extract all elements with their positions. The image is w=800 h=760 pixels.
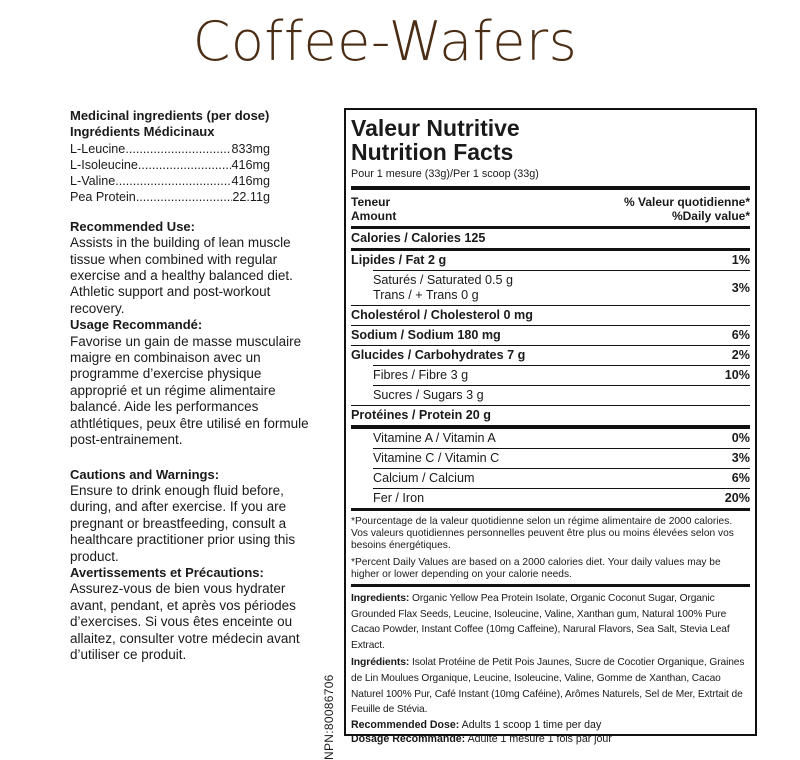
- protein-row: Protéines / Protein 20 g: [351, 408, 491, 422]
- medicinal-list: [70, 141, 270, 205]
- medicinal-item: L-Leucine ..... 833mg: [70, 141, 270, 157]
- ingredients-fr: Ingrédients: Isolat Protéine de Petit Pois Jaunes, Sucre de Cocotier Organique, Graines de Lin Moulues Organique, Leucine, Isoleucine, Valine, Gomme de Xanthan, Cacao Naturel 100% Pur, Café Instant (10mg Caféine), Arômes Naturels, Sel de Mer, Extrtait de Feuille de Stévia.: [351, 657, 745, 716]
- saturated-label: Saturés / Saturated 0.5 g: [373, 273, 514, 287]
- nutrition-title-en: Nutrition Facts: [351, 139, 514, 165]
- carbohydrates-row: Glucides / Carbohydrates 7 g 2%: [351, 348, 750, 362]
- usage-recommande-heading: Usage Recommandé:: [70, 317, 203, 333]
- medicinal-item: L-Isoleucine ..... 416mg: [70, 157, 270, 173]
- recommended-use-heading: Recommended Use:: [70, 218, 195, 234]
- recommended-use-section: [70, 219, 320, 449]
- avertissements-heading: Avertissements et Précautions:: [70, 564, 264, 580]
- sodium-row: Sodium / Sodium 180 mg 6%: [351, 328, 750, 342]
- amount-label-en: Amount: [351, 209, 397, 223]
- usage-recommande-text: Favorise un gain de masse musculaire maigre en combinaison avec un programme d’exercise physique approprié et un régime alimentaire balancé. Aide les performances athtlétiques, peux être utilisé en formule post-entrainement.: [70, 333, 309, 448]
- vitamin-a-row: Vitamine A / Vitamin A 0%: [373, 431, 750, 445]
- ingredients-en: Ingredients: Organic Yellow Pea Protein Isolate, Organic Coconut Sugar, Organic Grounded Flax Seeds, Leucine, Isoleucine, Valine, Xanthan gum, Natural 100% Pure Cacao Powder, Instant Coffee (10mg Caffeine), Narural Flavors, Sea Salt, Stevia Leaf Extract.: [351, 593, 730, 651]
- saturated-trans-row: [351, 271, 750, 305]
- fat-row: Lipides / Fat 2 g 1%: [351, 253, 750, 267]
- iron-row: Fer / Iron 20%: [373, 491, 750, 505]
- sugars-row: Sucres / Sugars 3 g: [373, 388, 484, 402]
- serving-size: Pour 1 mesure (33g)/Per 1 scoop (33g): [351, 168, 539, 180]
- cautions-text: Ensure to drink enough fluid before, during, and after exercise. If you are pregnant or breastfeeding, consult a healthcare practitioner prior using this product.: [70, 482, 296, 564]
- medicinal-heading-en: Medicinal ingredients (per dose): [70, 108, 270, 123]
- footnote-en: *Percent Daily Values are based on a 2000 calories diet. Your daily values may be higher or lower depending on your calorie needs.: [351, 557, 721, 580]
- medicinal-heading-fr: Ingrédients Médicinaux: [70, 124, 215, 140]
- medicinal-item: Pea Protein ..... 22.11g: [70, 189, 270, 205]
- medicinal-item: L-Valine ..... 416mg: [70, 173, 270, 189]
- trans-label: Trans / + Trans 0 g: [373, 288, 479, 302]
- saturated-trans-dv: 3%: [731, 281, 750, 295]
- calories-row: Calories / Calories 125: [351, 231, 486, 245]
- cautions-section: [70, 467, 320, 664]
- recommended-use-text: Assists in the building of lean muscle tissue when combined with regular exercise and a healthy balanced diet. Athletic support and post-workout recovery.: [70, 235, 293, 316]
- cautions-heading: Cautions and Warnings:: [70, 466, 220, 482]
- nutrition-header: [351, 190, 750, 226]
- footnote-fr: *Pourcentage de la valeur quotidienne selon un régime alimentaire de 2000 calories. Vos valeurs quotidiennes personnelles peuvent être plus ou moins élevées selon vos besoins énergétiques.: [351, 516, 734, 551]
- dv-label-fr: % Valeur quotidienne*: [623, 195, 750, 209]
- recommended-dose-en: Recommended Dose: Adults 1 scoop 1 time per day: [351, 718, 602, 731]
- product-title: Coffee-Wafers: [192, 10, 578, 73]
- nutrition-title-fr: Valeur Nutritive: [351, 115, 520, 141]
- cholesterol-row: Cholestérol / Cholesterol 0 mg: [351, 308, 533, 322]
- amount-label-fr: Teneur: [351, 195, 391, 209]
- npn-number: NPN:80086706: [322, 674, 336, 760]
- dv-label-en: %Daily value*: [671, 209, 750, 223]
- medicinal-section: [70, 108, 320, 205]
- recommended-dose-fr: Dosage Recommandé: Adulte 1 mesure 1 fois par jour: [351, 732, 612, 745]
- calcium-row: Calcium / Calcium 6%: [373, 471, 750, 485]
- fibre-row: Fibres / Fibre 3 g 10%: [373, 368, 750, 382]
- vitamin-c-row: Vitamine C / Vitamin C 3%: [373, 451, 750, 465]
- avertissements-text: Assurez-vous de bien vous hydrater avant, pendant, et après vos périodes d’exercises. Si vous êtes enceinte ou allaitez, consulter votre médecin avant d’utiliser ce produit.: [70, 581, 300, 662]
- left-info-column: [70, 108, 320, 663]
- nutrition-facts-panel: [344, 108, 757, 745]
